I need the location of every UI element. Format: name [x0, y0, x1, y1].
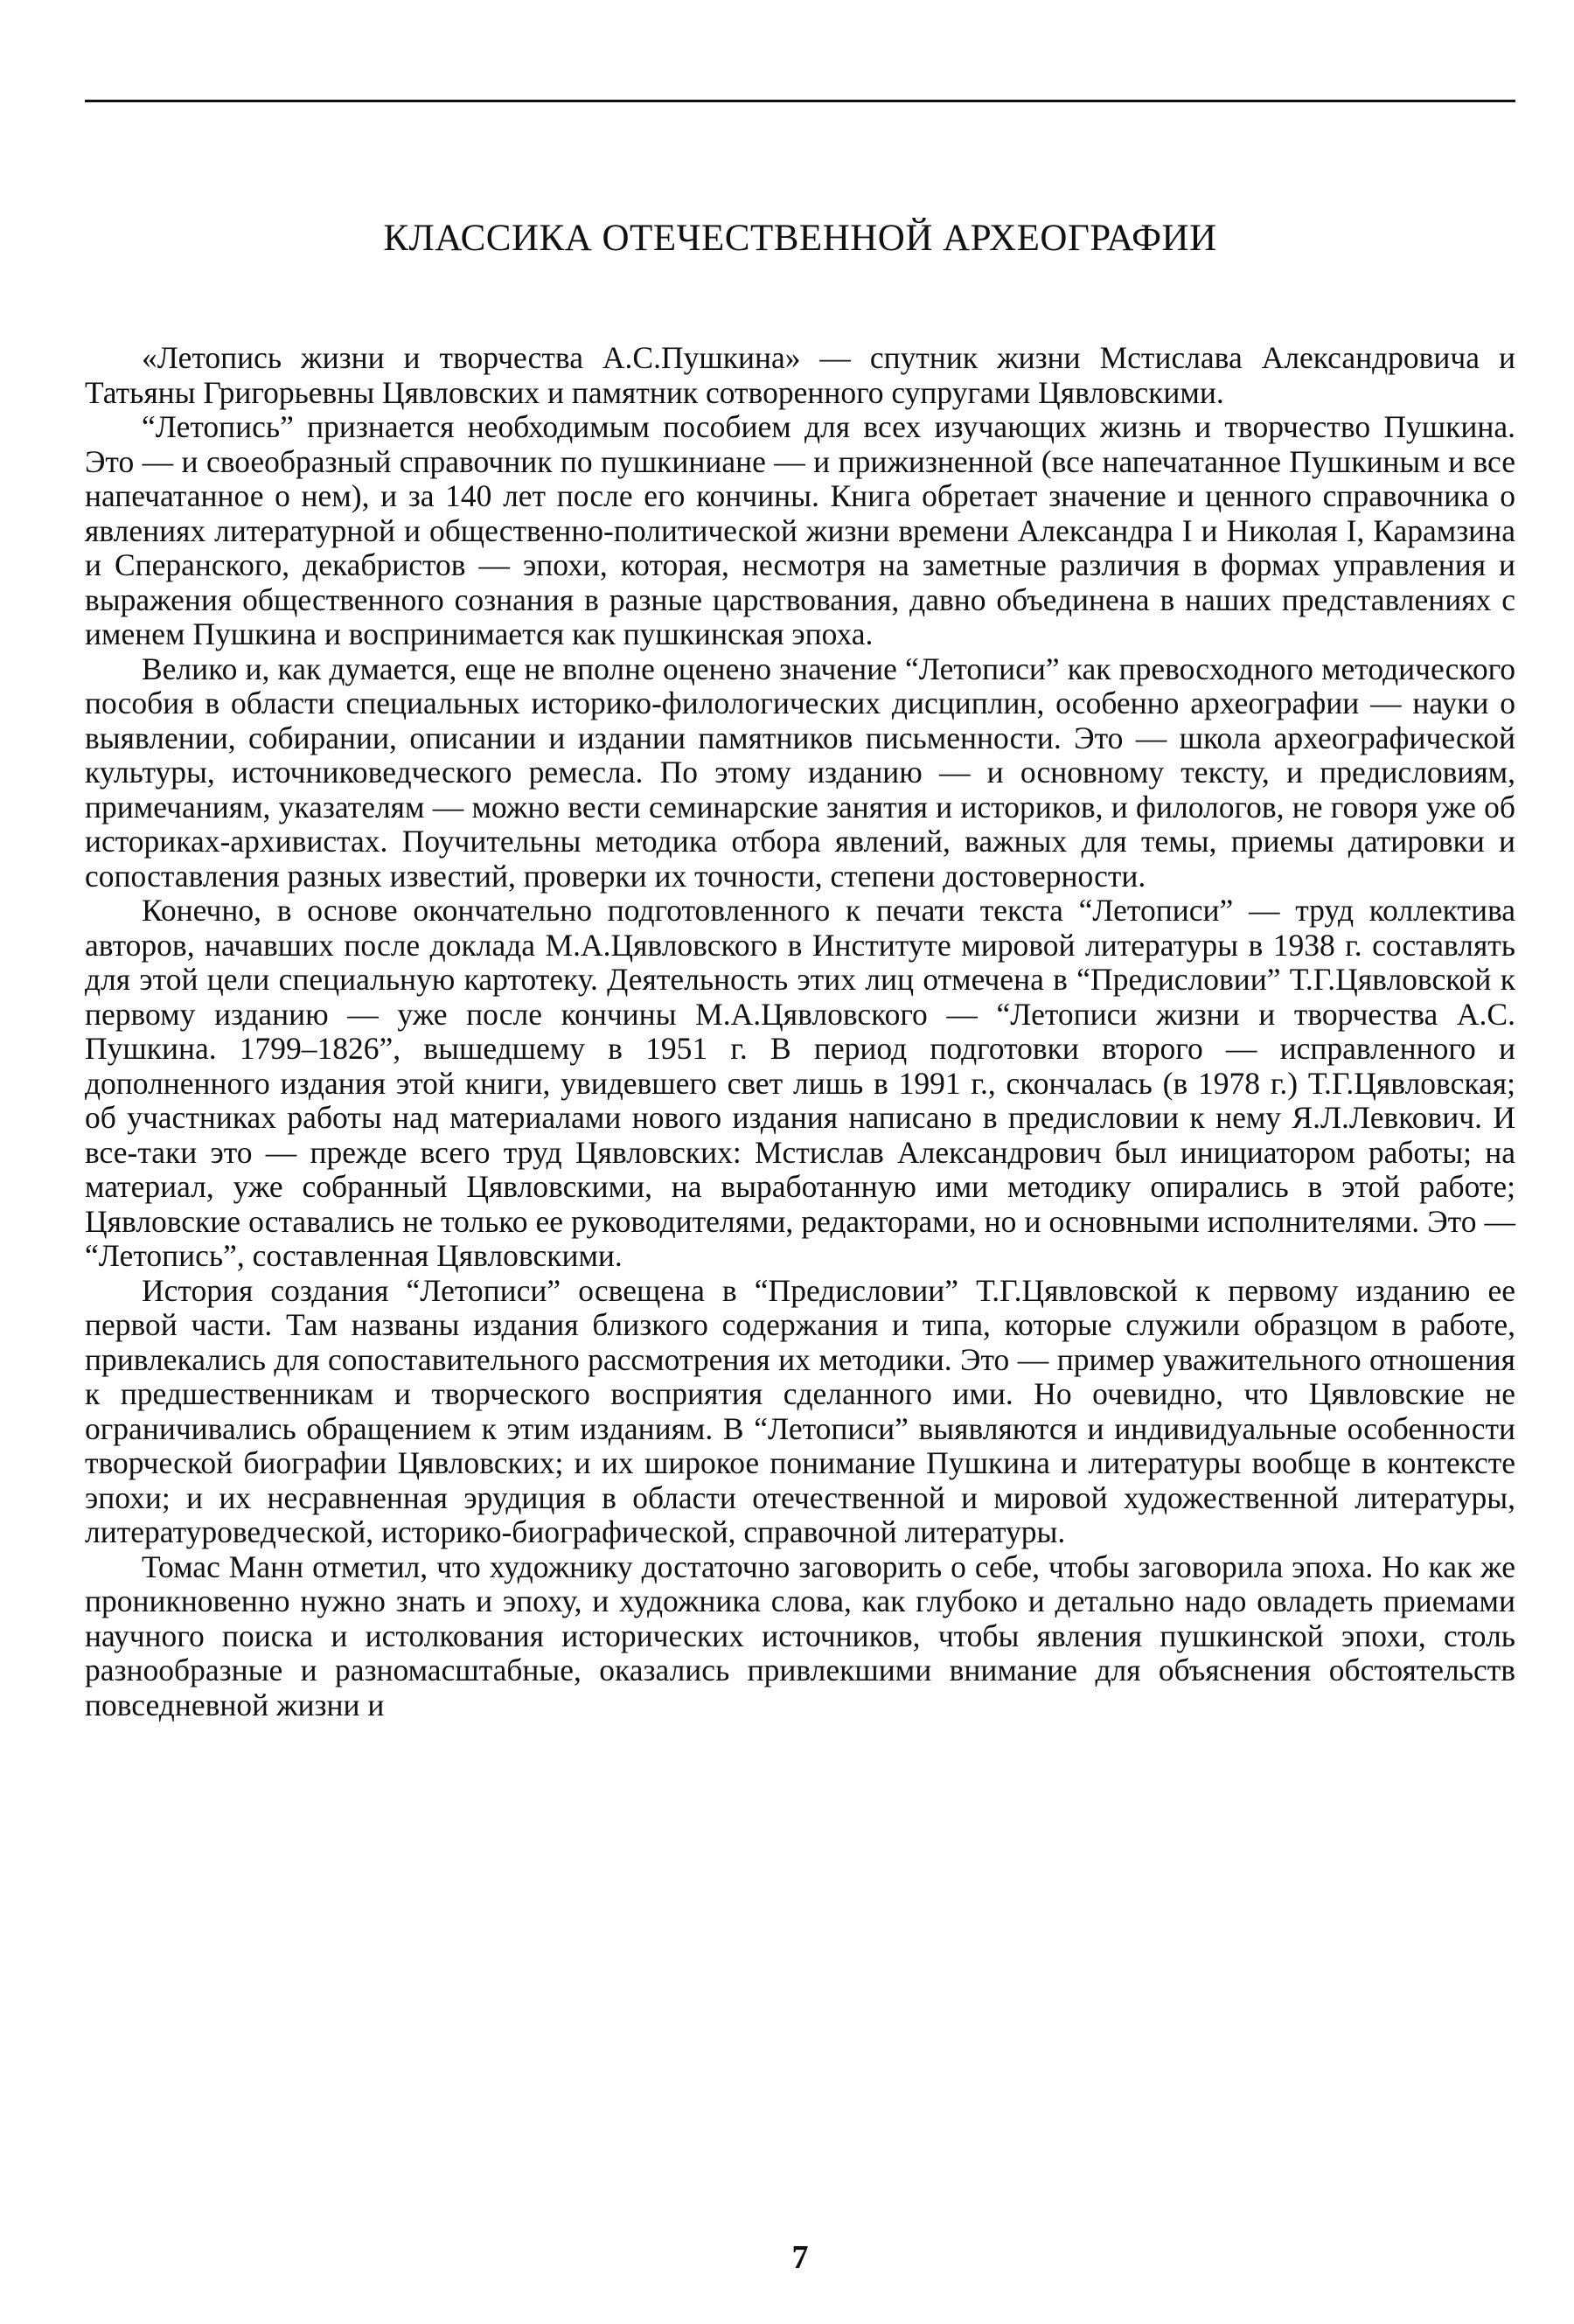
page-title: КЛАССИКА ОТЕЧЕСТВЕННОЙ АРХЕОГРАФИИ — [383, 218, 1217, 259]
page-number: 7 — [791, 2239, 809, 2276]
paragraph: История создания “Летописи” освещена в “Предисловии” Т.Г.Цявловской к первому изданию ее первой части. Там названы издания близкого содержания и типа, которые служили образцом в работе, привлекались для сопоставительного рассмотрения их методики. Это — пример уважительного отношения к предшественникам и творческого восприятия сделанного ими. Но очевидно, что Цявловские не ограничивались обращением к этим изданиям. В “Летописи” выявляются и индивидуальные особенности творческой биографии Цявловских; и их широкое понимание Пушкина и литературы вообще в контексте эпохи; и их несравненная эрудиция в области отечественной и мировой художественной литературы, литературоведческой, историко-биографической, справочной литературы. — [85, 1272, 1515, 1549]
paragraph: Велико и, как думается, еще не вполне оценено значение “Летописи” как превосходного методического пособия в области специальных историко-филологических дисциплин, особенно археографии — науки о выявлении, собирании, описании и издании памятников письменности. Это — школа археографической культуры, источниковедческого ремесла. По этому изданию — и основному тексту, и предисловиям, примечаниям, указателям — можно вести семинарские занятия и историков, и филологов, не говоря уже об историках-архивистах. Поучительны методика отбора явлений, важных для темы, приемы датировки и сопоставления разных известий, проверки их точности, степени достоверности. — [85, 651, 1515, 894]
paragraph: Конечно, в основе окончательно подготовленного к печати текста “Летописи” — труд коллектива авторов, начавших после доклада М.А.Цявловского в Институте мировой литературы в 1938 г. составлять для этой цели специальную картотеку. Деятельность этих лиц отмечена в “Предисловии” Т.Г.Цявловской к первому изданию — уже после кончины М.А.Цявловского — “Летописи жизни и творчества А.С. Пушкина. 1799–1826”, вышедшему в 1951 г. В период подготовки второго — исправленного и дополненного издания этой книги, увидевшего свет лишь в 1991 г., скончалась (в 1978 г.) Т.Г.Цявловская; об участниках работы над материалами нового издания написано в предисловии к нему Я.Л.Левкович. И все-таки это — прежде всего труд Цявловских: Мстислав Александрович был инициатором работы; на материал, уже собранный Цявловскими, на выработанную ими методику опирались в этой работе; Цявловские оставались не только ее руководителями, редакторами, но и основными исполнителями. Это — “Летопись”, составленная Цявловскими. — [85, 893, 1515, 1273]
paragraph: “Летопись” признается необходимым пособием для всех изучающих жизнь и творчество Пушкина. Это — и своеобразный справочник по пушкиниане — и прижизненной (все напечатанное Пушкиным и все напечатанное о нем), и за 140 лет после его кончины. Книга обретает значение и ценного справочника о явлениях литературной и общественно-политической жизни времени Александра I и Николая I, Карамзина и Сперанского, декабристов — эпохи, которая, несмотря на заметные различия в формах управления и выражения общественного сознания в разные царствования, давно объединена в наших представлениях с именем Пушкина и воспринимается как пушкинская эпоха. — [85, 409, 1515, 651]
article-body — [85, 341, 1515, 1722]
header-rule — [85, 100, 1515, 102]
paragraph: «Летопись жизни и творчества А.С.Пушкина» — спутник жизни Мстислава Александровича и Татьяны Григорьевны Цявловских и памятник сотворенного супругами Цявловскими. — [85, 340, 1515, 410]
paragraph: Томас Манн отметил, что художнику достаточно заговорить о себе, чтобы заговорила эпоха. Но как же проникновенно нужно знать и эпоху, и художника слова, как глубоко и детально надо овладеть приемами научного поиска и истолкования исторических источников, чтобы явления пушкинской эпохи, столь разнообразные и разномасштабные, оказались привлекшими внимание для объяснения обстоятельств повседневной жизни и — [85, 1548, 1515, 1722]
